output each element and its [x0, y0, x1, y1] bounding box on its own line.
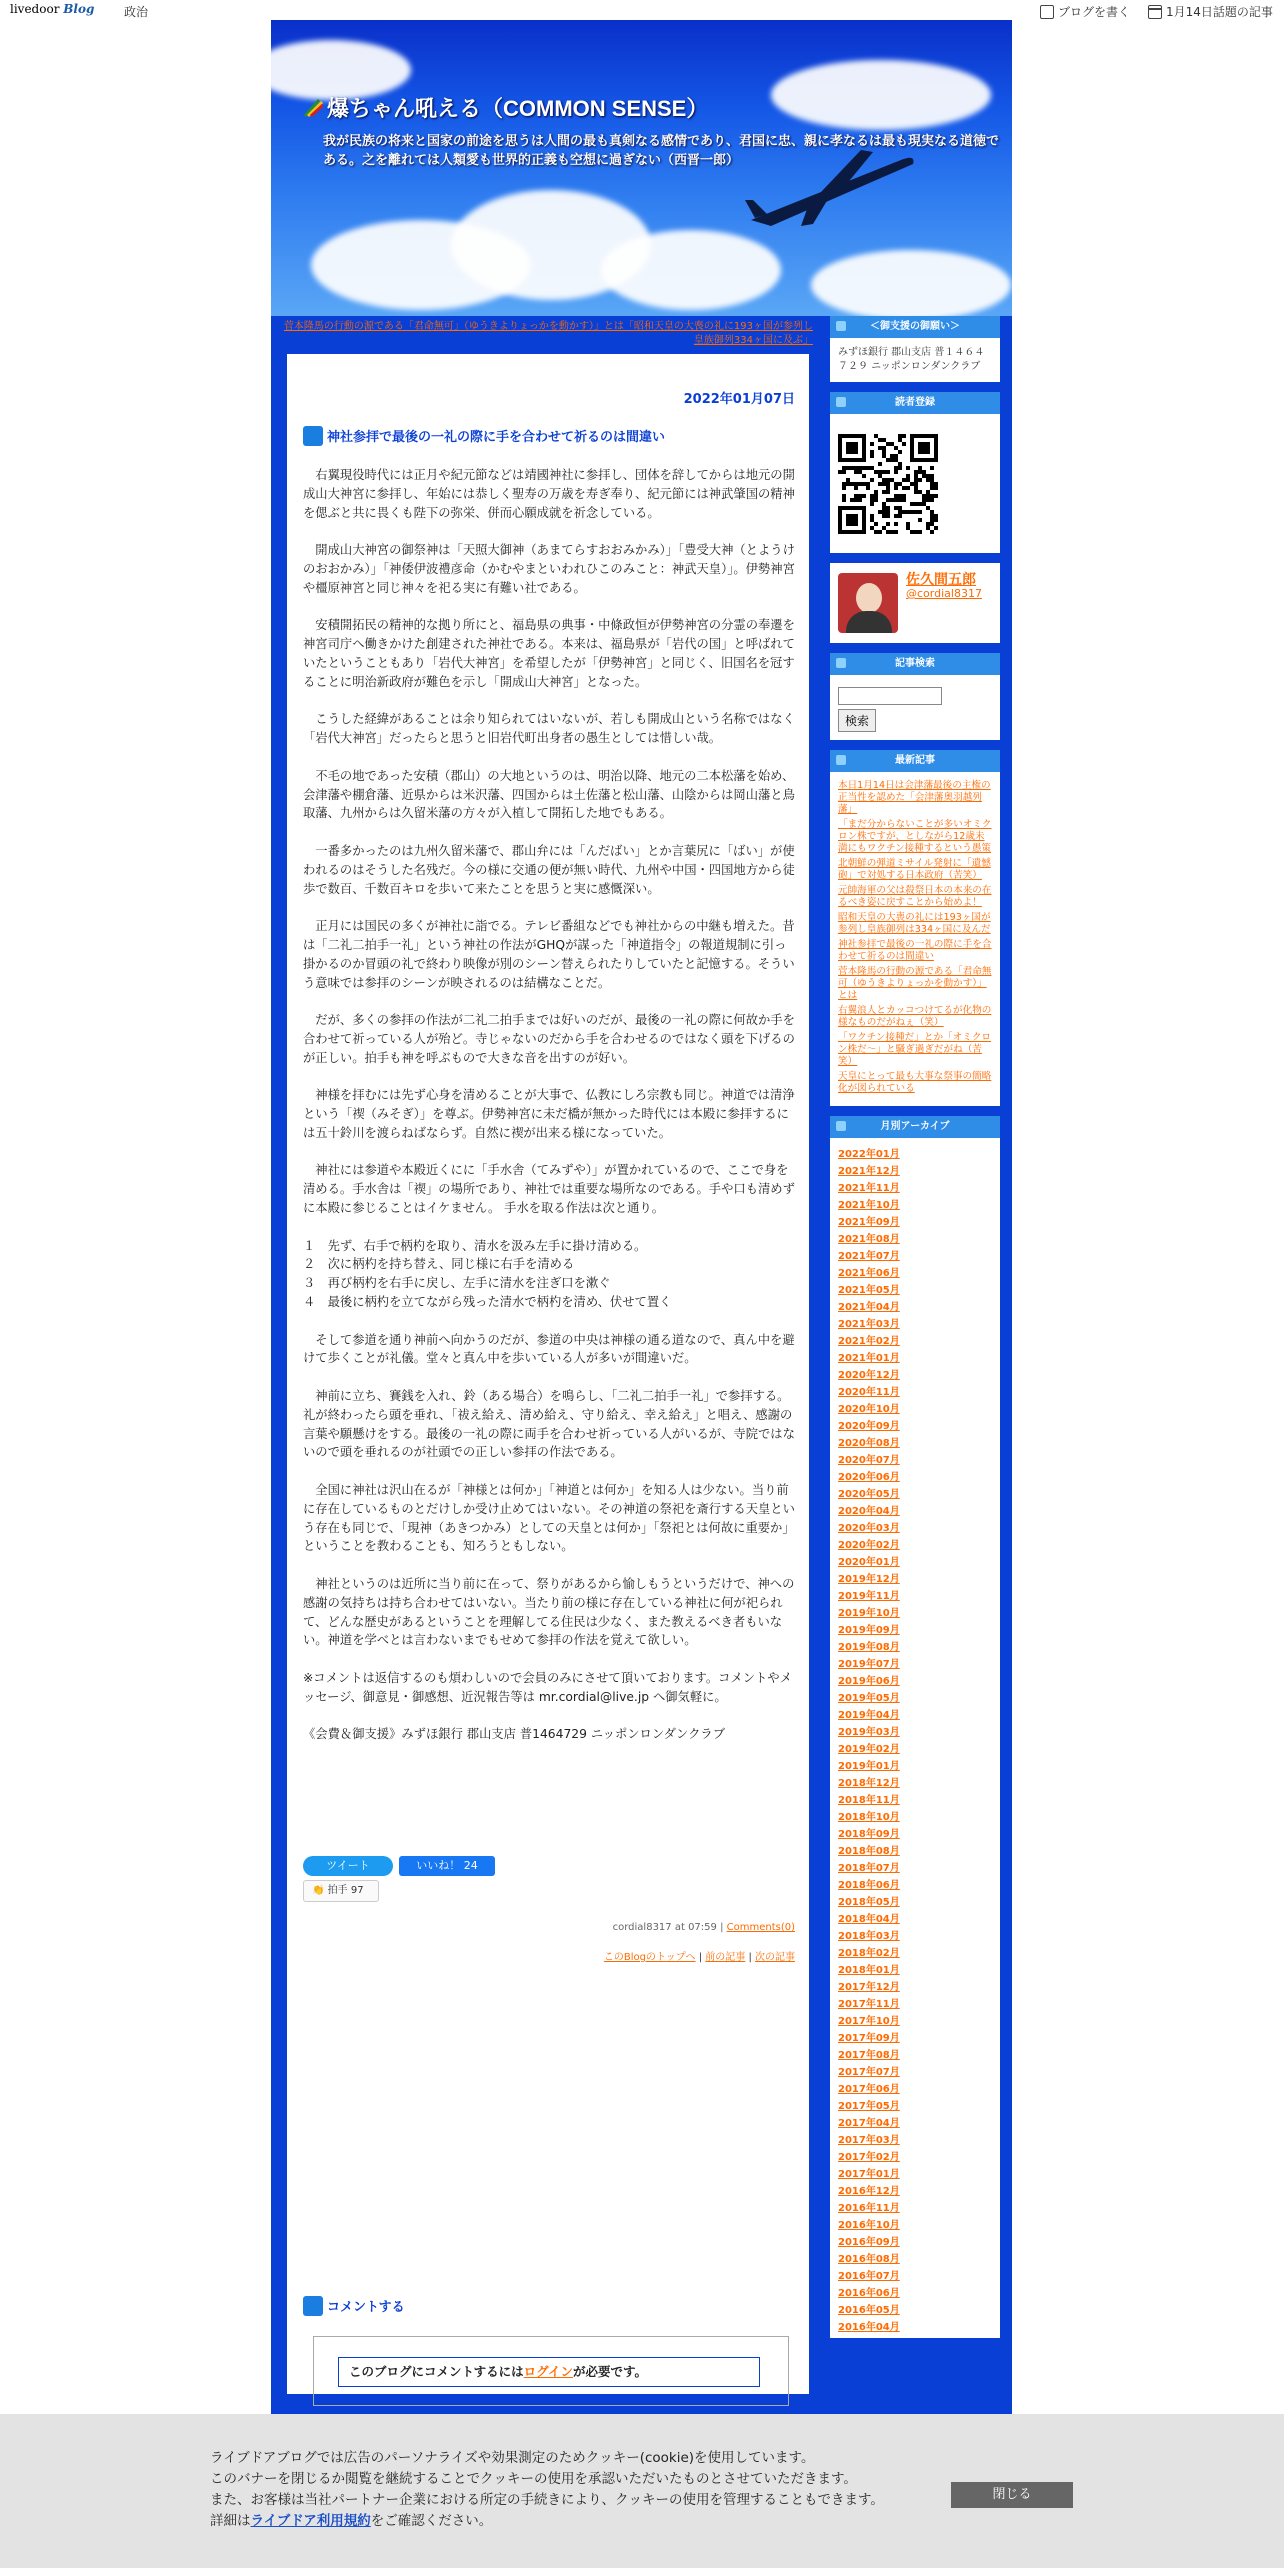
recent-article-link[interactable]: 北朝鮮の弾道ミサイル発射に「遺憾砲」で対処する日本政府（苦笑） [838, 858, 991, 881]
archive-month-link[interactable]: 2019年05月 [838, 1693, 900, 1704]
archive-month-link[interactable]: 2018年08月 [838, 1846, 900, 1857]
cookie-banner [0, 2414, 1284, 2568]
article-paragraph: 安積開拓民の精神的な拠り所にと、福島県の典事・中條政恒が伊勢神宮の分霊の奉遷を神宮司庁へ働きかけた創建された神社である。本来は、福島県が「岩代の国」と呼ばれていたということもあり「岩代大神宮」を希望したが「伊勢神宮」と同じく、旧国名を冠することに明治新政府が難色を示し「開成山大神宮」となった。 [303, 618, 795, 689]
archive-month-link[interactable]: 2019年03月 [838, 1727, 900, 1738]
sidebar-archive-header: 月別アーカイブ [830, 1116, 1000, 1138]
archive-month-link[interactable]: 2020年05月 [838, 1489, 900, 1500]
recent-article-link[interactable]: 神社参拝で最後の一礼の際に手を合わせて祈るのは間違い [838, 939, 992, 962]
archive-month-link[interactable]: 2018年01月 [838, 1965, 900, 1976]
archive-month-link[interactable]: 2017年12月 [838, 1982, 900, 1993]
airplane-icon [303, 426, 323, 446]
article-paragraph: 右翼現役時代には正月や紀元節などは靖國神社に参拝し、団体を辞してからは地元の開成山大神宮に参拝し、年始には恭しく聖寿の万歳を寿ぎ奉り、紀元節には神武肇国の精神を偲ぶと共に畏くも陛下の弥栄、併而心願成就を祈念している。 [303, 468, 795, 520]
flag-icon [303, 98, 323, 118]
comment-section-title: コメントする [303, 2296, 405, 2316]
article-paragraph: こうした経緯があることは余り知られてはいないが、若しも開成山という名称ではなく「岩代大神宮」だったらと思うと旧岩代町出身者の愚生としては惜しい哉。 [303, 712, 795, 746]
support-info: みずほ銀行 郡山支店 普１４６４７２９ ニッポンロンダンクラブ [830, 338, 1000, 382]
archive-month-link[interactable]: 2017年11月 [838, 1999, 900, 2010]
archive-month-link[interactable]: 2017年10月 [838, 2016, 900, 2027]
archive-month-link[interactable]: 2021年06月 [838, 1268, 900, 1279]
recent-article-link[interactable]: 本日1月14日は会津藩最後の主権の正当性を認めた「会津藩奥羽越列藩」 [838, 780, 991, 815]
archive-month-link[interactable]: 2018年12月 [838, 1778, 900, 1789]
archive-month-link[interactable]: 2021年09月 [838, 1217, 900, 1228]
archive-month-link[interactable]: 2017年07月 [838, 2067, 900, 2078]
archive-month-link[interactable]: 2017年04月 [838, 2118, 900, 2129]
article-paragraph: １ 先ず、右手で柄杓を取り、清水を汲み左手に掛け清める。 ２ 次に柄杓を持ち替え、同じ様に右手を清める ３ 再び柄杓を右手に戻し、左手に清水を注ぎ口を漱ぐ ４ 最後に柄杓を立てながら残った清水で柄杓を清め、伏せて置く [303, 1238, 672, 1310]
archive-month-link[interactable]: 2021年07月 [838, 1251, 900, 1262]
close-button[interactable]: 閉じる [951, 2482, 1073, 2508]
archive-month-link[interactable]: 2021年04月 [838, 1302, 900, 1313]
archive-month-link[interactable]: 2016年12月 [838, 2186, 900, 2197]
profile-id[interactable]: @cordial8317 [906, 587, 982, 600]
next-article-link[interactable]: 次の記事 [755, 1952, 795, 1963]
archive-month-link[interactable]: 2021年11月 [838, 1183, 900, 1194]
archive-month-link[interactable]: 2016年05月 [838, 2305, 900, 2316]
qr-code-icon[interactable] [838, 434, 938, 534]
archive-month-link[interactable]: 2020年06月 [838, 1472, 900, 1483]
blog-title[interactable]: 爆ちゃん吼える（COMMON SENSE） [327, 96, 709, 121]
clap-button[interactable]: 👏 拍手 97 [303, 1880, 379, 1902]
article-paragraph: 一番多かったのは九州久留米藩で、郡山弁には「んだばい」とか言葉尻に「ばい」が使われるのはそうした名残だ。今の様に交通の便が無い時代、九州や中国・四国地方から徒歩で数百、千数百キロを歩いて来たことを思うと実に感慨深い。 [303, 843, 795, 896]
cloud-decoration [811, 250, 1011, 316]
cloud-decoration [601, 230, 781, 310]
article-paragraph: 《会費＆御支援》みずほ銀行 郡山支店 普1464729 ニッポンロンダンクラブ [303, 1727, 725, 1742]
archive-month-link[interactable]: 2017年02月 [838, 2152, 900, 2163]
article-date: 2022年01月07日 [683, 392, 795, 407]
write-blog-link[interactable]: ブログを書く [1040, 3, 1130, 20]
article-paragraph: 不毛の地であった安積（郡山）の大地というのは、明治以降、地元の二本松藩を始め、会津藩や棚倉藩、近県からは米沢藩、四国からは土佐藩と松山藩、山陰からは岡山藩と鳥取藩、九州からは久留米藩の方々が入植して開拓した地でもある。 [303, 768, 795, 821]
article-paragraph: ※コメントは返信するのも煩わしいので会員のみにさせて頂いております。コメントやメッセージ、御意見・御感想、近況報告等は mr.cordial@live.jp へ御気軽に。 [303, 1671, 792, 1704]
archive-month-link[interactable]: 2021年08月 [838, 1234, 900, 1245]
livedoor-blog-logo[interactable]: livedoor Blog [10, 2, 95, 16]
archive-month-link[interactable]: 2019年12月 [838, 1574, 900, 1585]
article-paragraph: 開成山大神宮の御祭神は「天照大御神（あまてらすおおみかみ）」「豊受大神（とようけのおおかみ）」「神倭伊波禮彦命（かむやまといわれひこのみこと：神武天皇）」。伊勢神宮や橿原神宮と同じ神々を祀る実に有難い社である。 [303, 543, 795, 595]
archive-month-link[interactable]: 2018年04月 [838, 1914, 900, 1925]
archive-month-link[interactable]: 2020年03月 [838, 1523, 900, 1534]
clap-icon: 👏 [312, 1885, 325, 1896]
calendar-icon [1148, 5, 1162, 19]
recent-article-link[interactable]: 「まだ分からないことが多いオミクロン株ですが、としながら12歳未満にもワクチン接種するという愚策 [838, 819, 992, 854]
archive-month-link[interactable]: 2017年05月 [838, 2101, 900, 2112]
recent-article-link[interactable]: 元帥海軍の父は殺祭日本の本来の在るべき姿に戻すことから始めよ！ [838, 885, 992, 908]
article-paragraph: 神社には参道や本殿近くにに「手水舎（てみずや）」が置かれているので、ここで身を清める。手水舎は「禊」の場所であり、神社では重要な場所なのである。手や口も清めずに本殿に参じることはイケません。 手水を取る作法は次と通り。 [303, 1163, 795, 1216]
sidebar-search-header: 記事検索 [830, 653, 1000, 675]
news-ticker[interactable]: 菅本隆馬の行動の源である「君命無可」（ゆうきよりょっかを動かす）」とは「昭和天皇の大喪の礼に193ヶ国が参列し皇族御列334ヶ国に及ぶ」 [283, 321, 813, 346]
article-paragraph: そして参道を通り神前へ向かうのだが、参道の中央は神様の通る道なので、真ん中を避けて歩くことが礼儀。堂々と真ん中を歩いている人が多いが間違いだ。 [303, 1332, 795, 1366]
archive-month-link[interactable]: 2016年07月 [838, 2271, 900, 2282]
tweet-button[interactable]: ツイート [303, 1856, 393, 1876]
article-body [303, 466, 797, 1763]
sidebar-support-header: ＜御支援の御願い＞ [830, 316, 1000, 338]
prev-article-link[interactable]: 前の記事 [705, 1952, 746, 1963]
search-input[interactable] [838, 687, 942, 705]
terms-link[interactable]: ライブドア利用規約 [250, 2513, 371, 2529]
cloud-decoration [771, 60, 991, 130]
airplane-icon [303, 2296, 323, 2316]
topic-articles-link[interactable]: 1月14日話題の記事 [1148, 3, 1273, 20]
archive-month-link[interactable]: 2019年01月 [838, 1761, 900, 1772]
archive-month-link[interactable]: 2022年01月 [838, 1149, 900, 1160]
archive-month-link[interactable]: 2016年08月 [838, 2254, 900, 2265]
archive-month-link[interactable]: 2017年03月 [838, 2135, 900, 2146]
article-paragraph: 正月には国民の多くが神社に詣でる。テレビ番組などでも神社からの中継も増えた。昔は「二礼二拍手一礼」という神社の作法がGHQが謀った「神道指令」の報道規制に引っ掛かるのか冒頭の礼で終わり映像が別のシーン替えられたりしていたと記憶する。そういう意味では参拝のシーンが映されるのは結構なことだ。 [303, 919, 795, 990]
search-button[interactable]: 検索 [838, 709, 876, 732]
top-bar [0, 0, 1284, 20]
article-paragraph: 神社というのは近所に当り前に在って、祭りがあるから愉しもうというだけで、神への感謝の気持ちは持ち合わせてはいない。当たり前の様に存在している神社に何が祀られて、どんな歴史があるということを理解してる住民は少なく、また教えるべき者もいない。神道を学べとは言わないまでもせめて参拝の作法を覚えて欲しい。 [303, 1577, 795, 1648]
monthly-archive-list [830, 1138, 1000, 2338]
login-notice: このブログにコメントするにはログインが必要です。 [338, 2357, 760, 2387]
archive-month-link[interactable]: 2020年08月 [838, 1438, 900, 1449]
archive-month-link[interactable]: 2021年02月 [838, 1336, 900, 1347]
blog-description: 我が民族の将来と国家の前途を思うは人間の最も真剣なる感情であり、君国に忠、親に孝なるは最も現実なる道徳である。之を離れては人類愛も世界的正義も空想に過ぎない（西晋一郎） [323, 134, 1000, 168]
archive-month-link[interactable]: 2020年01月 [838, 1557, 900, 1568]
sidebar-recent-header: 最新記事 [830, 750, 1000, 772]
archive-month-link[interactable]: 2016年04月 [838, 2322, 900, 2333]
archive-month-link[interactable]: 2018年05月 [838, 1897, 900, 1908]
archive-month-link[interactable]: 2016年09月 [838, 2237, 900, 2248]
archive-month-link[interactable]: 2016年10月 [838, 2220, 900, 2231]
blog-wrapper [271, 20, 1012, 2420]
cloud-decoration [271, 40, 411, 100]
archive-month-link[interactable]: 2020年11月 [838, 1387, 900, 1398]
comments-link[interactable]: Comments(0) [726, 1922, 795, 1933]
search-widget [830, 675, 1000, 740]
archive-month-link[interactable]: 2019年09月 [838, 1625, 900, 1636]
archive-month-link[interactable]: 2019年02月 [838, 1744, 900, 1755]
login-link[interactable]: ログイン [523, 2364, 574, 2379]
archive-month-link[interactable]: 2018年11月 [838, 1795, 900, 1806]
archive-month-link[interactable]: 2019年10月 [838, 1608, 900, 1619]
archive-month-link[interactable]: 2020年07月 [838, 1455, 900, 1466]
archive-month-link[interactable]: 2020年04月 [838, 1506, 900, 1517]
profile-card [830, 563, 1000, 643]
archive-month-link[interactable]: 2021年10月 [838, 1200, 900, 1211]
cookie-message: ライブドアブログでは広告のパーソナライズや効果測定のためクッキー(cookie)を使用しています。 このバナーを閉じるか閲覧を継続することでクッキーの使用を承認いただいたものとさせていただきます。 また、お客様は当社パートナー企業における所定の手続きにより、クッキーの使用を管理することもできます。 詳細はライブドア利用規約をご確認ください。 [210, 2450, 884, 2529]
archive-month-link[interactable]: 2018年09月 [838, 1829, 900, 1840]
archive-month-link[interactable]: 2020年10月 [838, 1404, 900, 1415]
archive-month-link[interactable]: 2021年05月 [838, 1285, 900, 1296]
article-paragraph: 神前に立ち、賽銭を入れ、鈴（ある場合）を鳴らし、「二礼二拍手一礼」で参拝する。礼が終わったら頭を垂れ、「祓え給え、清め給え、守り給え、幸え給え」と唱え、感謝の言葉や願懸けをする。最後の一礼の際に両手を合わせ祈っている人がいるが、寺院ではないので頭を垂れるのが社頭での正しい参拝の作法である。 [303, 1389, 795, 1460]
article-paragraph: だが、多くの参拝の作法が二礼二拍手までは好いのだが、最後の一礼の際に何故か手を合わせて祈っている人が殆ど。寺じゃないのだから手を合わせるのではなく頭を下げるのが正しい。拍手も神を呼ぶもので大きな音を出すのが好い。 [303, 1013, 795, 1065]
sidebar-reader-header: 読者登録 [830, 392, 1000, 414]
archive-month-link[interactable]: 2017年01月 [838, 2169, 900, 2180]
main-content [287, 354, 809, 2394]
avatar[interactable] [838, 573, 898, 633]
recent-article-link[interactable]: 天皇にとって最も大事な祭事の簡略化が図られている [838, 1071, 992, 1094]
archive-month-link[interactable]: 2020年02月 [838, 1540, 900, 1551]
archive-month-link[interactable]: 2017年06月 [838, 2084, 900, 2095]
recent-article-link[interactable]: 右翼浪人とカッコつけてるが化物の様なものだがねぇ（笑） [838, 1005, 992, 1028]
archive-month-link[interactable]: 2019年04月 [838, 1710, 900, 1721]
blog-header [271, 20, 1012, 316]
archive-month-link[interactable]: 2018年07月 [838, 1863, 900, 1874]
airplane-icon [741, 140, 921, 230]
article-title[interactable]: 神社参拝で最後の一礼の際に手を合わせて祈るのは間違い [303, 426, 665, 446]
recent-article-link[interactable]: 「ワクチン接種だ」とか「オミクロン株だ～」と騒ぎ過ぎだがね（苦笑） [838, 1032, 992, 1067]
archive-month-link[interactable]: 2016年06月 [838, 2288, 900, 2299]
recent-articles-list [830, 772, 1000, 1106]
archive-month-link[interactable]: 2020年09月 [838, 1421, 900, 1432]
profile-name[interactable]: 佐久間五郎 [906, 572, 976, 588]
archive-month-link[interactable]: 2021年01月 [838, 1353, 900, 1364]
recent-article-link[interactable]: 昭和天皇の大喪の礼には193ヶ国が参列し皇族御列は334ヶ国に及んだ [838, 912, 991, 935]
archive-month-link[interactable]: 2019年07月 [838, 1659, 900, 1670]
archive-month-link[interactable]: 2018年02月 [838, 1948, 900, 1959]
archive-month-link[interactable]: 2017年09月 [838, 2033, 900, 2044]
archive-month-link[interactable]: 2018年06月 [838, 1880, 900, 1891]
facebook-like-button[interactable]: いいね！ 24 [399, 1856, 495, 1876]
article-paragraph: 全国に神社は沢山在るが「神様とは何か」「神道とは何か」を知る人は少ない。当り前に存在しているものとだけしか受け止めてはいない。その神道の祭祀を斎行する天皇という存在も同じで、「現神（あきつかみ）としての天皇とは何か」「祭祀とは何故に重要か」ということを教わることも、知ろうともしない。 [303, 1483, 795, 1554]
archive-month-link[interactable]: 2021年03月 [838, 1319, 900, 1330]
archive-month-link[interactable]: 2017年08月 [838, 2050, 900, 2061]
recent-article-link[interactable]: 菅本隆馬の行動の源である「君命無可（ゆうきよりょっかを動かす）」とは [838, 966, 992, 1001]
archive-month-link[interactable]: 2018年03月 [838, 1931, 900, 1942]
blog-top-link[interactable]: このBlogのトップへ [603, 1952, 696, 1963]
archive-month-link[interactable]: 2016年11月 [838, 2203, 900, 2214]
article-paragraph: 神様を拝むには先ず心身を清めることが大事で、仏教にしろ宗教も同じ。神道では清浄という「禊（みそぎ）」を尊ぶ。伊勢神宮に未だ橋が無かった時代には本殿に参拝するには五十鈴川を渡らねばならず。自然に禊が出来る様になっていた。 [303, 1088, 795, 1140]
sidebar [830, 316, 1000, 2338]
pencil-icon [1040, 5, 1054, 19]
archive-month-link[interactable]: 2019年06月 [838, 1676, 900, 1687]
article-meta: cordial8317 at 07:59 | Comments(0) [612, 1922, 795, 1933]
comment-box [313, 2336, 789, 2406]
archive-month-link[interactable]: 2021年12月 [838, 1166, 900, 1177]
archive-month-link[interactable]: 2020年12月 [838, 1370, 900, 1381]
archive-month-link[interactable]: 2019年11月 [838, 1591, 900, 1602]
archive-month-link[interactable]: 2018年10月 [838, 1812, 900, 1823]
article-navigation: このBlogのトップへ | 前の記事 | 次の記事 [603, 1952, 795, 1963]
category-link[interactable]: 政治 [124, 5, 149, 19]
archive-month-link[interactable]: 2019年08月 [838, 1642, 900, 1653]
